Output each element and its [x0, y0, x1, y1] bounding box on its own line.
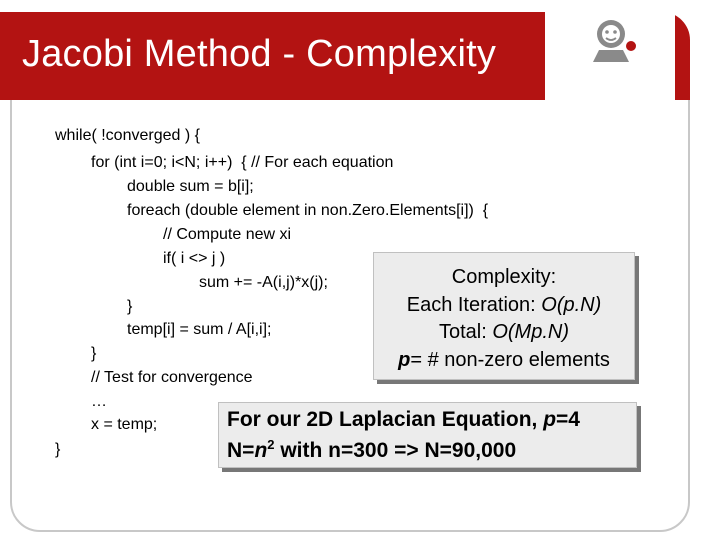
laplacian-p: p	[543, 408, 557, 431]
laplacian-p-value: =4	[556, 408, 580, 431]
n-variable: n	[254, 439, 268, 462]
slide-title: Jacobi Method - Complexity	[22, 33, 497, 75]
code-line-close-brace: }	[127, 298, 133, 315]
laplacian-box	[218, 402, 637, 468]
code-line-comment-convergence: // Test for convergence	[91, 369, 253, 386]
each-iteration-label: Each Iteration:	[406, 294, 542, 316]
laplacian-line-1	[227, 408, 580, 432]
code-line-if: if( i <> j )	[163, 250, 226, 267]
code-line-sum-update: sum += -A(i,j)*x(j);	[199, 274, 328, 291]
complexity-heading: Complexity:	[451, 266, 557, 288]
brutus-mascot-icon	[585, 16, 645, 64]
n-value-text: with n=300 => N=90,000	[274, 439, 517, 462]
complexity-each-iteration	[374, 294, 634, 317]
ohio-state-logo	[545, 12, 675, 104]
n-exponent: 2	[267, 437, 275, 452]
code-line-close-brace: }	[91, 345, 97, 362]
p-definition-text: = # non-zero elements	[410, 349, 610, 371]
p-variable: p	[398, 349, 411, 371]
each-iteration-value: O(p.N)	[541, 294, 602, 316]
complexity-total	[374, 321, 634, 344]
code-line-close-brace: }	[55, 441, 61, 458]
laplacian-text: For our 2D Laplacian Equation,	[227, 408, 544, 431]
laplacian-line-2	[227, 437, 516, 463]
complexity-p-definition	[374, 349, 634, 372]
n-equals: N=	[227, 439, 255, 462]
code-line-comment-xi: // Compute new xi	[163, 226, 292, 243]
code-line-while: while( !converged ) {	[55, 127, 200, 144]
code-line-ellipsis: …	[91, 393, 107, 410]
code-line-assign: x = temp;	[91, 416, 158, 433]
code-line-sum: double sum = b[i];	[127, 178, 254, 195]
code-line-for: for (int i=0; i<N; i++) { // For each equation	[91, 154, 394, 171]
complexity-box	[373, 252, 635, 380]
code-line-foreach: foreach (double element in non.Zero.Elements[i]) {	[127, 202, 489, 219]
total-label: Total:	[438, 321, 493, 343]
total-value: O(Mp.N)	[492, 321, 570, 343]
code-line-temp: temp[i] = sum / A[i,i];	[127, 321, 272, 338]
